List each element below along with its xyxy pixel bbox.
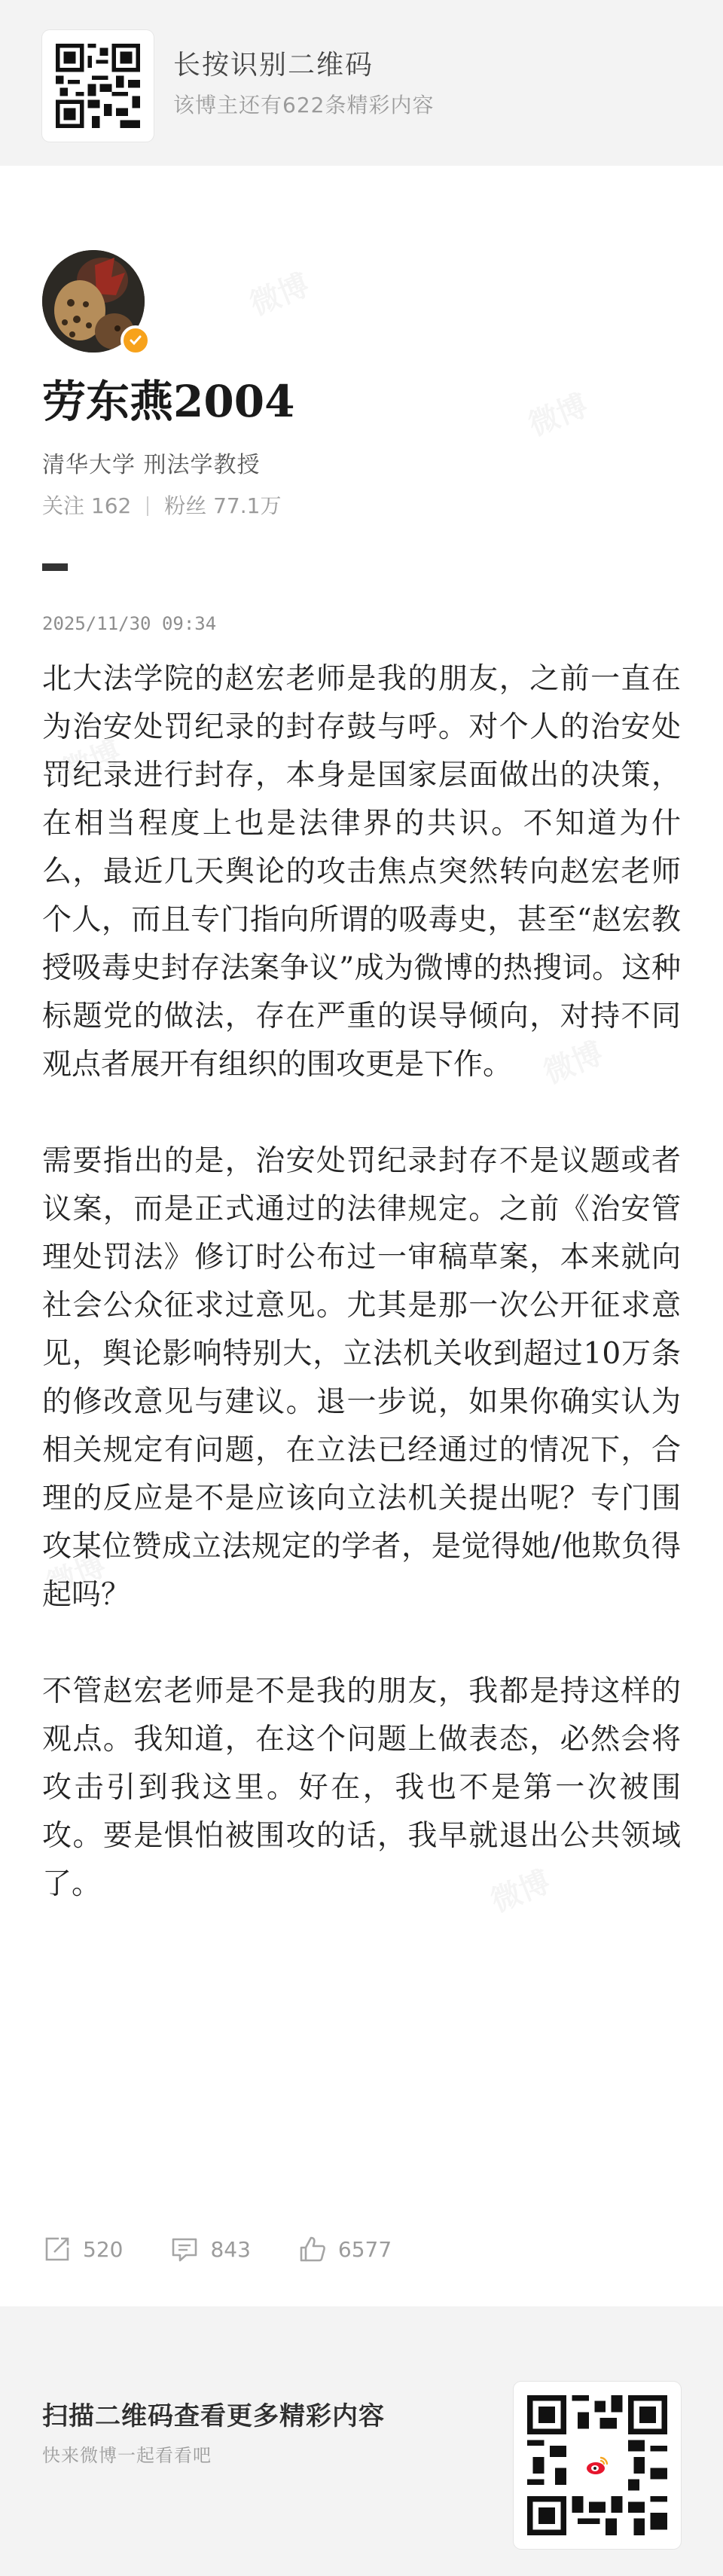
comment-count: 843: [210, 2236, 251, 2262]
qr-code-large[interactable]: [514, 2382, 681, 2549]
comment-icon: [169, 2234, 200, 2264]
section-divider: [42, 563, 68, 571]
banner-title: 长按识别二维码: [173, 50, 374, 81]
post-paragraph: 不管赵宏老师是不是我的朋友，我都是持这样的观点。我知道，在这个问题上做表态，必然会将攻击引到我这里。好在，我也不是第一次被围攻。要是惧怕被围攻的话，我早就退出公共领域了。: [42, 1674, 681, 1901]
bottom-banner-subtitle: 快来微博一起看看吧: [42, 2445, 212, 2466]
following-count[interactable]: 162: [90, 493, 132, 518]
top-qr-banner[interactable]: [0, 0, 723, 166]
thumbs-up-icon: [297, 2234, 328, 2264]
post-paragraph: 需要指出的是，治安处罚纪录封存不是议题或者议案，而是正式通过的法律规定。之前《治安管理处罚法》修订时公布过一审稿草案，本来就向社会公众征求过意见。尤其是那一次公开征求意见，舆论影响特别大，立法机关收到超过10万条的修改意见与建议。退一步说，如果你确实认为相关规定有问题，在立法已经通过的情况下，合理的反应是不是应该向立法机关提出呢？专门围攻某位赞成立法规定的学者，是觉得她/他欺负得起吗？: [42, 1144, 681, 1612]
followers-label: 粉丝: [164, 493, 207, 518]
like-button[interactable]: [297, 2234, 392, 2264]
verified-badge-icon: [120, 325, 151, 356]
repost-button[interactable]: [42, 2234, 123, 2264]
comment-button[interactable]: [169, 2234, 250, 2264]
weibo-logo-icon: [581, 2449, 614, 2482]
banner-subtitle: 该博主还有622条精彩内容: [173, 93, 435, 118]
qr-code-icon: [56, 44, 140, 128]
user-stats: [42, 490, 281, 520]
bottom-qr-banner[interactable]: [0, 2306, 723, 2576]
followers-count[interactable]: 77.1万: [213, 493, 282, 518]
repost-count: 520: [83, 2236, 124, 2262]
like-count: 6577: [337, 2236, 392, 2262]
qr-code-small[interactable]: [42, 30, 154, 142]
bottom-banner-title: 扫描二维码查看更多精彩内容: [42, 2401, 385, 2431]
stats-divider: [147, 496, 148, 516]
repost-icon: [42, 2234, 72, 2264]
user-bio: 清华大学 刑法学教授: [42, 452, 261, 478]
post-paragraph: 北大法学院的赵宏老师是我的朋友，之前一直在为治安处罚纪录的封存鼓与呼。对个人的治安处罚纪录进行封存，本身是国家层面做出的决策，在相当程度上也是法律界的共识。不知道为什么，最近几天舆论的攻击焦点突然转向赵宏老师个人，而且专门指向所谓的吸毒史，甚至“赵宏教授吸毒史封存法案争议”成为微博的热搜词。这种标题党的做法，存在严重的误导倾向，对持不同观点者展开有组织的围攻更是下作。: [42, 662, 681, 1082]
watermark: [521, 382, 593, 444]
watermark: [243, 261, 315, 324]
post-timestamp: 2025/11/30 09:34: [42, 613, 217, 634]
username[interactable]: 劳东燕2004: [42, 376, 295, 427]
post-content: [42, 655, 681, 1909]
following-label: 关注: [42, 493, 85, 518]
post-actions: [42, 2230, 438, 2269]
